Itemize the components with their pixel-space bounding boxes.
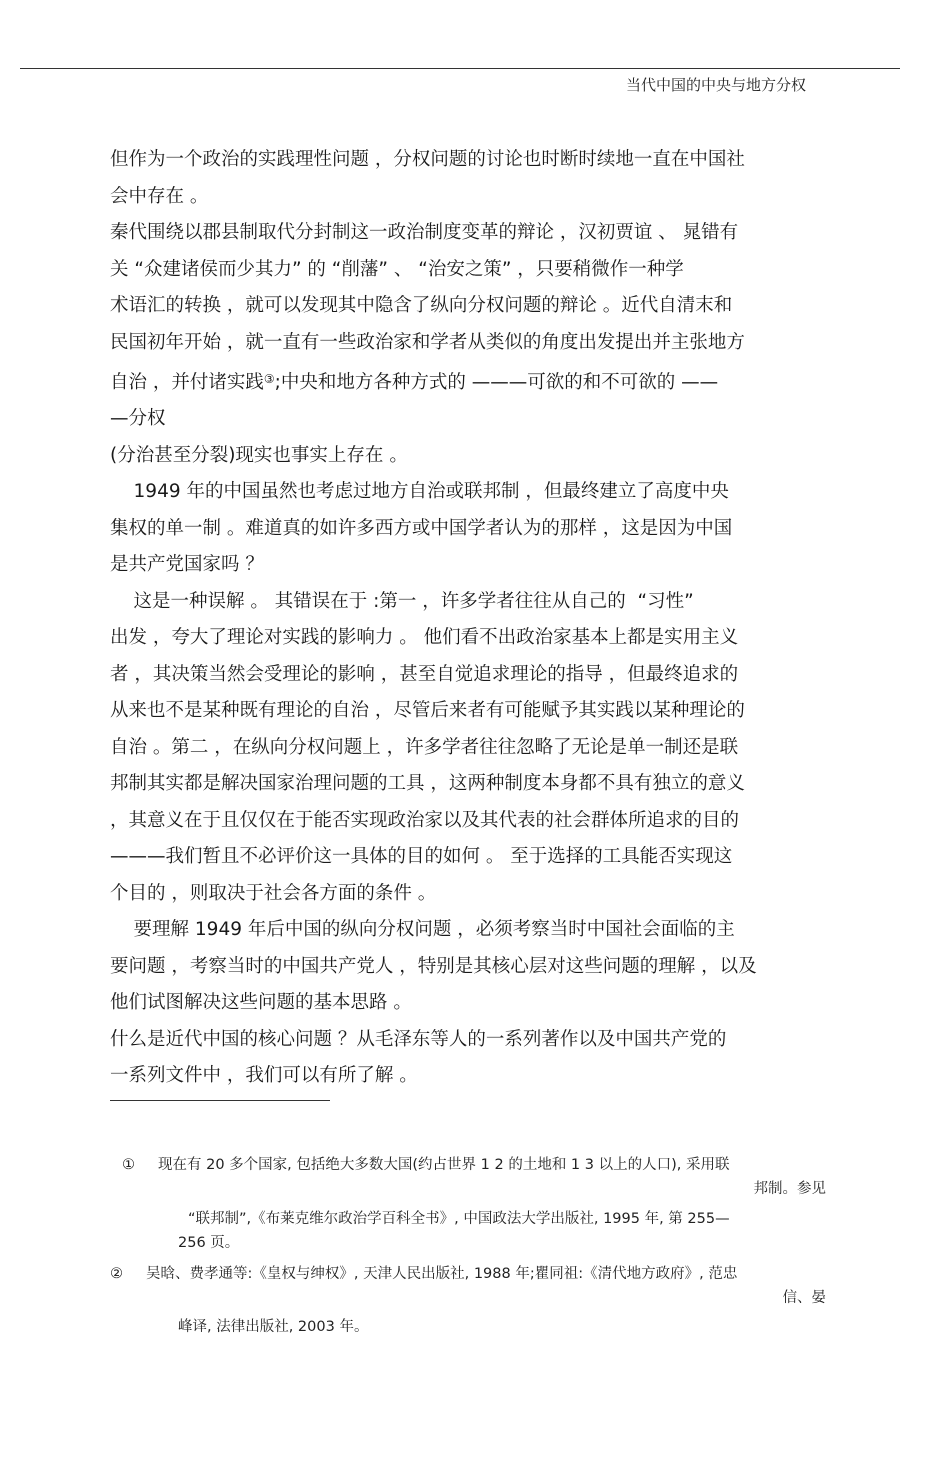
- text-line: 关 “众建诸侯而少其力” 的 “削藩” 、 “治安之策” ，只要稍微作一种学: [110, 258, 684, 280]
- text-line: 个目的 ，则取决于社会各方面的条件 。: [110, 882, 437, 904]
- text-line: 从来也不是某种既有理论的自治 ，尽管后来者有可能赋予其实践以某种理论的: [110, 700, 745, 721]
- text-line: ———我们暂且不必评价这一具体的目的如何 。 至于选择的工具能否实现这: [110, 846, 733, 867]
- footnote-1-number: ①: [122, 1157, 135, 1173]
- text-line: —分权: [110, 408, 166, 429]
- header-rule: [20, 68, 900, 69]
- text-segment: 自治 ，并付诸实践: [110, 372, 264, 393]
- text-line: 自治 。第二 ，在纵向分权问题上 ，许多学者往往忽略了无论是单一制还是联: [110, 736, 739, 758]
- text-line: 1949 年的中国虽然也考虑过地方自治或联邦制 ，但最终建立了高度中央: [110, 481, 729, 502]
- text-line: 者 ，其决策当然会受理论的影响 ，甚至自觉追求理论的指导 ，但最终追求的: [110, 663, 739, 685]
- footnote-2-number: ②: [110, 1266, 123, 1282]
- footnote-1-line: 256 页。: [178, 1235, 240, 1251]
- footnote-1-line: 邦制。参见: [753, 1181, 826, 1197]
- text-line: 他们试图解决这些问题的基本思路 。: [110, 992, 412, 1013]
- footnote-2-line: 吴晗、费孝通等:《皇权与绅权》, 天津人民出版社, 1988 年;瞿同祖:《清代地方政府》, 范忠: [146, 1266, 738, 1282]
- footnote-2-line: 信、晏: [782, 1290, 826, 1306]
- text-line: (分治甚至分裂)现实也事实上存在 。: [110, 444, 408, 466]
- text-line: 是共产党国家吗 ？: [110, 554, 264, 575]
- footnote-ref-3: ③: [263, 372, 275, 386]
- text-line: 但作为一个政治的实践理性问题 ，分权问题的讨论也时断时续地一直在中国社: [110, 149, 745, 170]
- text-segment: ;中央和地方各种方式的 ———可欲的和不可欲的 ——: [274, 372, 719, 393]
- text-line: 什么是近代中国的核心问题 ？从毛泽东等人的一系列著作以及中国共产党的: [110, 1028, 727, 1050]
- text-line: ，其意义在于且仅仅在于能否实现政治家以及其代表的社会群体所追求的目的: [110, 809, 740, 831]
- text-line: 邦制其实都是解决国家治理问题的工具 ，这两种制度本身都不具有独立的意义: [110, 773, 745, 794]
- body-text: [110, 142, 840, 1095]
- footnote-separator: [110, 1100, 330, 1101]
- text-line: 这是一种误解 。 其错误在于 :第一 ，许多学者往往从自己的 “习性”: [110, 590, 694, 612]
- text-line: 秦代围绕以郡县制取代分封制这一政治制度变革的辩论 ，汉初贾谊 、 晁错有: [110, 222, 739, 243]
- text-line: 集权的单一制 。难道真的如许多西方或中国学者认为的那样 ，这是因为中国: [110, 517, 733, 539]
- text-line: 术语汇的转换 ，就可以发现其中隐含了纵向分权问题的辩论 。近代自清末和: [110, 295, 733, 316]
- running-header: 当代中国的中央与地方分权: [625, 76, 806, 94]
- text-line: 出发 ，夸大了理论对实践的影响力 。 他们看不出政治家基本上都是实用主义: [110, 627, 739, 648]
- text-line: 要理解 1949 年后中国的纵向分权问题 ，必须考察当时中国社会面临的主: [110, 919, 735, 940]
- footnote-1-line: 现在有 20 多个国家, 包括绝大多数大国(约占世界 1 2 的土地和 1 3 以上的人口), 采用联: [158, 1157, 730, 1173]
- text-line: 要问题 ，考察当时的中国共产党人 ，特别是其核心层对这些问题的理解 ，以及: [110, 955, 757, 977]
- text-line: 一系列文件中 ，我们可以有所了解 。: [110, 1065, 418, 1086]
- text-line-with-footnote-ref: [110, 361, 840, 401]
- footnote-2-line: 峰译, 法律出版社, 2003 年。: [178, 1319, 369, 1335]
- text-line: 民国初年开始 ，就一直有一些政治家和学者从类似的角度出发提出并主张地方: [110, 331, 745, 353]
- footnote-1-line: “联邦制”,《布莱克维尔政治学百科全书》, 中国政法大学出版社, 1995 年, 第 255—: [188, 1211, 730, 1227]
- text-line: 会中存在 。: [110, 185, 209, 207]
